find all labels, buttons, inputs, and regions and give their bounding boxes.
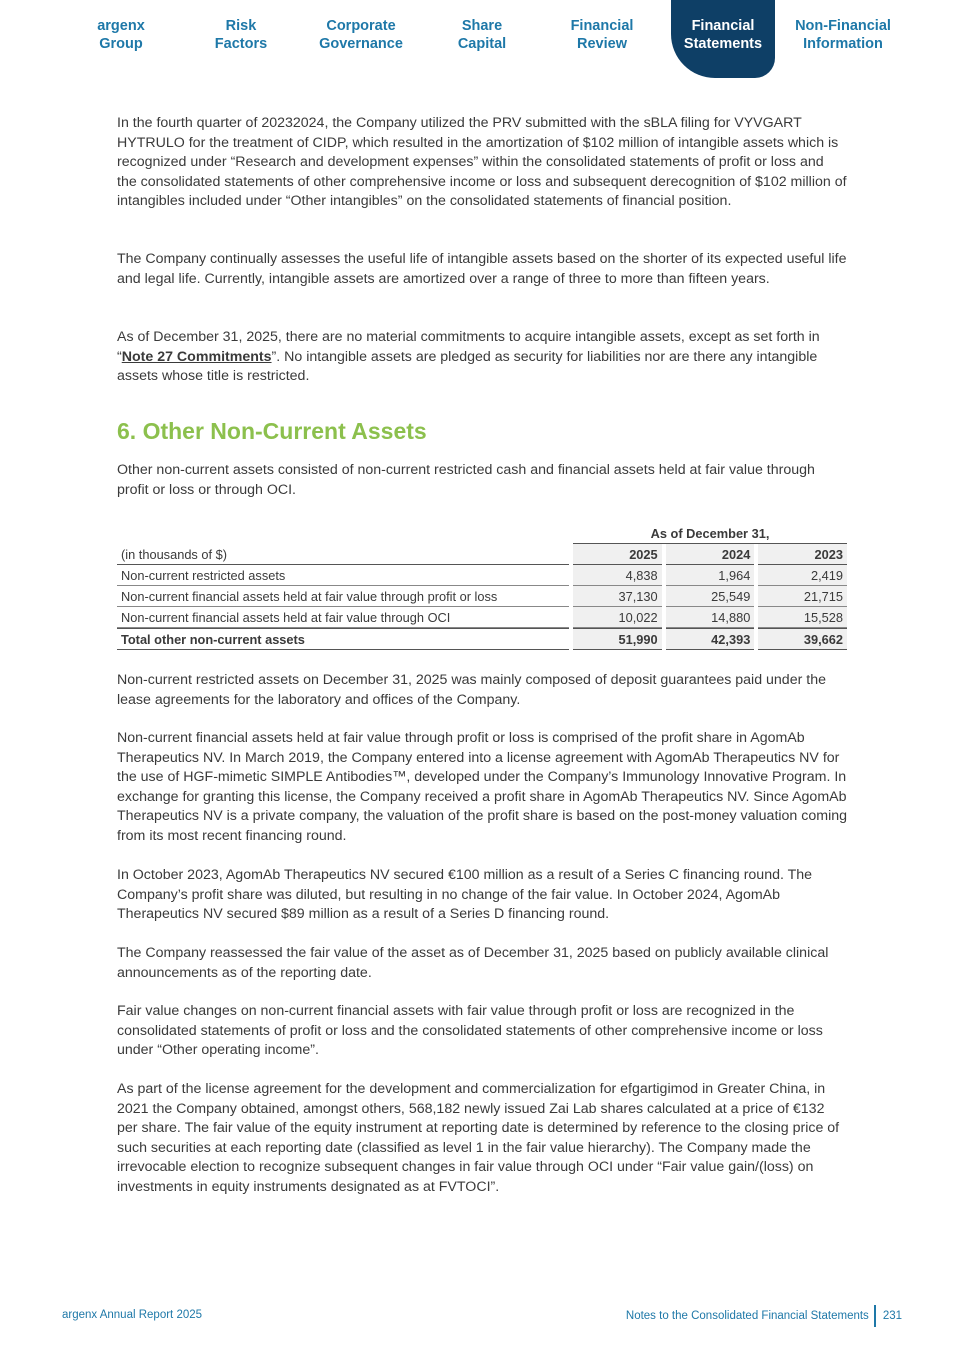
section-heading: 6. Other Non-Current Assets [117,418,427,444]
body-paragraph-4: The Company reassessed the fair value of the asset as of December 31, 2025 based on publicly available clinical announcements as of the reporting date. [117,945,829,981]
nav-tab-corporate-governance[interactable]: Corporate Governance [319,18,403,52]
nav-tab-financial-statements[interactable]: Financial Statements [671,0,775,78]
table-group-header: As of December 31, [573,524,847,544]
nav-tab-non-financial-information[interactable]: Non-Financial Information [795,18,891,52]
intangibles-paragraph-2: The Company continually assesses the useful life of intangible assets based on the shorter of its expected useful life and legal life. Currently, intangible assets are amortized over a range of three to more than fifteen years. [117,251,847,287]
footer-report-title: argenx Annual Report 2025 [62,1309,203,1321]
body-paragraph-1: Non-current restricted assets on December 31, 2025 was mainly composed of deposit guarantees paid under the lease agreements for the laboratory and offices of the Company. [117,672,826,708]
body-paragraph-5: Fair value changes on non-current financial assets with fair value through profit or loss are recognized in the consolidated statements of profit or loss and the consolidated statements of other comprehensive income or loss under “Other operating income”. [117,1003,823,1058]
body-paragraph-6: As part of the license agreement for the development and commercialization for efgartigimod in Greater China, in 2021 the Company obtained, amongst others, 568,182 newly issued Zai Lab shares calculated at a price of €132 per share. The fair value of the equity instrument at reporting date is determined by reference to the closing price of such securities at each reporting date (classified as level 1 in the fair value hierarchy). The Company made the irrevocable election to recognize subsequent changes in fair value through OCI under “Fair value gain/(loss) on investments in equity instruments designated as at FVTOCI”. [117,1081,840,1195]
nav-tab-share-capital[interactable]: Share Capital [457,18,507,52]
top-navigation [0,0,964,80]
nav-tab-risk-factors[interactable]: Risk Factors [214,18,268,52]
nav-tab-argenx-group[interactable]: argenx Group [97,18,145,52]
table-unit-label: (in thousands of $) [117,544,569,565]
footer-section-title: Notes to the Consolidated Financial Statements [625,1310,869,1322]
body-paragraph-3: In October 2023, AgomAb Therapeutics NV secured €100 million as a result of a Series C financing round. The Company’s profit share was diluted, but resulting in no change of the fair value. In October 2024, AgomAb Therapeutics NV secured $89 million as a result of a Series D financing round. [117,867,813,922]
intangibles-paragraph-1: In the fourth quarter of 20232024, the Company utilized the PRV submitted with the sBLA filing for VYVGART HYTRULO for the treatment of CIDP, which resulted in the amortization of $102 million of intangible assets which is recognized under “Research and development expenses” within the consolidated statements of profit or loss and the consolidated statements of other comprehensive income or loss and subsequent derecognition of $102 million of intangibles included under “Other intangibles” on the consolidated statements of financial position. [117,115,847,209]
table-year-header: 2023 [758,544,847,565]
body-paragraph-2: Non-current financial assets held at fair value through profit or loss is comprised of the profit share in AgomAb Therapeutics NV. In March 2019, the Company entered into a license agreement with AgomAb Therapeutics NV for the use of HGF-mimetic SIMPLE Antibodies™, developed under the Company’s Immunology Innovative Program. In exchange for granting this license, the Company received a profit share in AgomAb Therapeutics NV. Since AgomAb Therapeutics NV is a private company, the valuation of the profit share is based on the post-money valuation coming from its most recent financing round. [117,730,848,844]
nav-tab-financial-review[interactable]: Financial Review [570,18,634,52]
footer-divider [874,1305,876,1327]
table-row: Non-current financial assets held at fair value through OCI 10,022 14,880 15,528 [117,607,847,628]
page-number: 231 [882,1310,902,1322]
table-year-header: 2025 [573,544,662,565]
table-row: Non-current financial assets held at fair value through profit or loss 37,130 25,549 21,715 [117,586,847,607]
note-27-commitments-link[interactable]: Note 27 Commitments [121,348,272,365]
footer-section [626,1305,902,1327]
section-intro: Other non-current assets consisted of non-current restricted cash and financial assets held at fair value through profit or loss or through OCI. [117,462,815,498]
table-total-row: Total other non-current assets 51,990 42,393 39,662 [117,628,847,650]
intangibles-paragraph-3: As of December 31, 2025, there are no material commitments to acquire intangible assets, except as set forth in “Note 27 Commitments”. No intangible assets are pledged as security for liabilities nor are there any intangible assets whose title is restricted. [117,329,820,384]
other-non-current-assets-table [113,524,851,650]
table-year-header: 2024 [666,544,755,565]
table-row: Non-current restricted assets 4,838 1,964 2,419 [117,565,847,586]
